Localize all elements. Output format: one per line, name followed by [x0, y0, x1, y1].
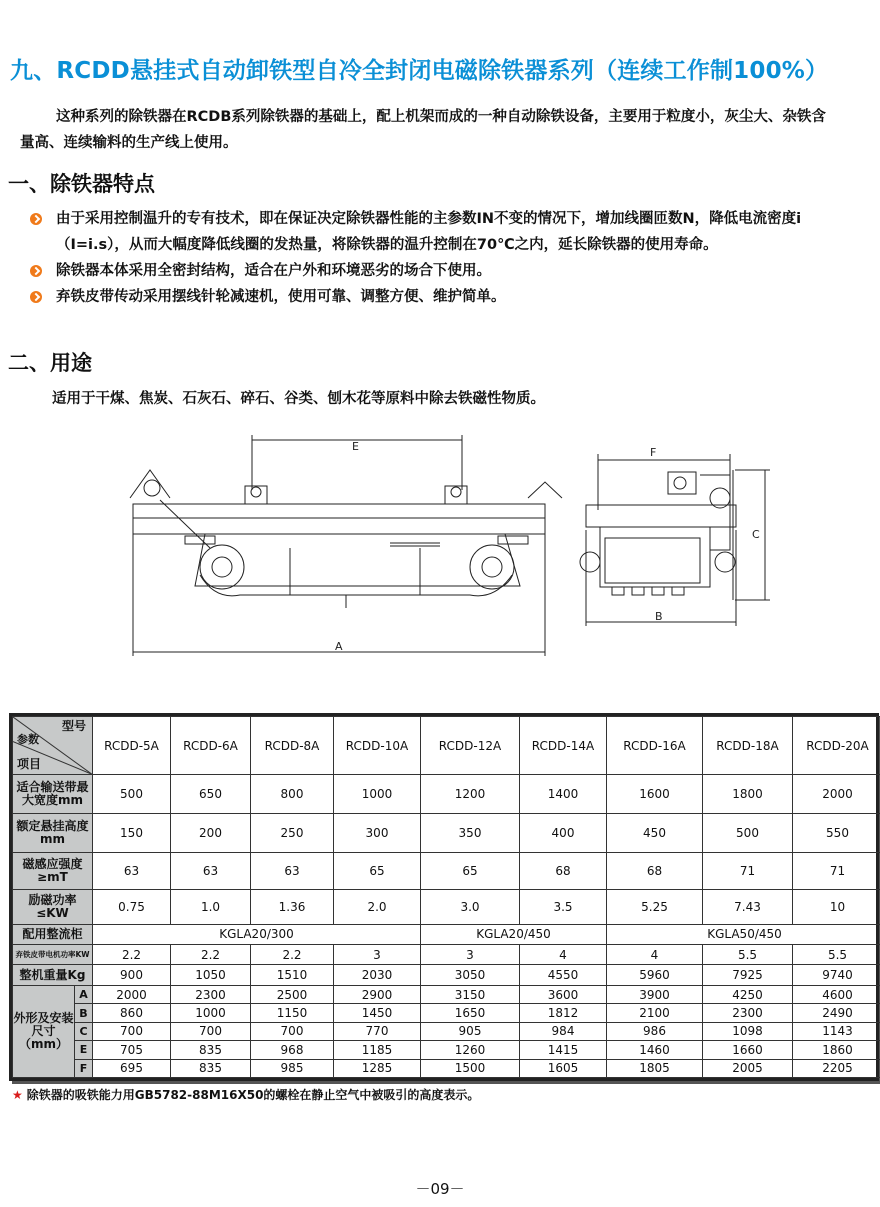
feature-list — [30, 206, 850, 310]
label-c: C — [752, 528, 760, 541]
bullet-arrow-icon — [30, 213, 42, 225]
table-row: 弃铁皮带电机功率KW 2.2 2.2 2.2 3 3 4 4 5.5 5.5 — [13, 945, 880, 965]
table-row-rectifier: 配用整流柜 KGLA20/300 KGLA20/450 KGLA50/450 — [13, 924, 880, 944]
feature-item: 弃铁皮带传动采用摆线针轮减速机，使用可靠、调整方便、维护简单。 — [30, 284, 850, 310]
table-row: 整机重量Kg 900 1050 1510 2030 3050 4550 5960 7925 9740 — [13, 965, 880, 985]
table-row: 磁感应强度≥mT 63 63 63 65 65 68 68 71 71 — [13, 853, 880, 890]
model-header: RCDD-14A — [520, 717, 607, 775]
technical-drawing — [0, 430, 880, 700]
model-header: RCDD-10A — [334, 717, 421, 775]
front-view — [130, 435, 562, 656]
side-view — [580, 446, 770, 626]
label-a: A — [335, 640, 343, 653]
label-b: B — [655, 610, 663, 623]
star-icon: ★ — [12, 1088, 23, 1102]
section-heading-usage: 二、用途 — [8, 351, 92, 375]
model-header: RCDD-8A — [251, 717, 334, 775]
table-row: F 695 835 985 1285 1500 1605 1805 2005 2205 — [13, 1059, 880, 1077]
corner-cell: 型号 参数 项目 — [13, 717, 93, 775]
model-header: RCDD-12A — [421, 717, 520, 775]
table-row: 额定悬挂高度mm 150 200 250 300 350 400 450 500 550 — [13, 814, 880, 853]
table-header-row — [13, 717, 880, 775]
model-header: RCDD-20A — [793, 717, 880, 775]
feature-item: 除铁器本体采用全密封结构，适合在户外和环境恶劣的场合下使用。 — [30, 258, 850, 284]
feature-item: 由于采用控制温升的专有技术，即在保证决定除铁器性能的主参数IN不变的情况下，增加线圈匝数N，降低电流密度i（I=i.s），从而大幅度降低线圈的发热量，将除铁器的温升控制在70℃之内，延长除铁器的使用寿命。 — [30, 206, 850, 258]
intro-paragraph: 这种系列的除铁器在RCDB系列除铁器的基础上，配上机架而成的一种自动除铁设备，主要用于粒度小，灰尘大、杂铁含量高、连续输料的生产线上使用。 — [20, 109, 826, 151]
page-number: －09－ — [415, 1180, 465, 1198]
page-title: 九、RCDD悬挂式自动卸铁型自冷全封闭电磁除铁器系列（连续工作制100%） — [10, 58, 829, 84]
table-row: C 700 700 700 770 905 984 986 1098 1143 — [13, 1022, 880, 1040]
label-f: F — [650, 446, 657, 459]
table-row: 适合输送带最大宽度mm 500 650 800 1000 1200 1400 1600 1800 2000 — [13, 775, 880, 814]
footnote: ★ 除铁器的吸铁能力用GB5782-88M16X50的螺栓在静止空气中被吸引的高度表示。 — [12, 1088, 480, 1102]
model-header: RCDD-18A — [703, 717, 793, 775]
model-header: RCDD-5A — [93, 717, 171, 775]
section-heading-features: 一、除铁器特点 — [8, 172, 155, 196]
table-row: 外形及安装尺寸（mm） A 2000 2300 2500 2900 3150 3600 3900 4250 4600 — [13, 985, 880, 1003]
model-header: RCDD-16A — [607, 717, 703, 775]
table-row: 励磁功率≤KW 0.75 1.0 1.36 2.0 3.0 3.5 5.25 7.43 10 — [13, 889, 880, 924]
table-row: E 705 835 968 1185 1260 1415 1460 1660 1860 — [13, 1041, 880, 1059]
bullet-arrow-icon — [30, 265, 42, 277]
bullet-arrow-icon — [30, 291, 42, 303]
usage-text: 适用于干煤、焦炭、石灰石、碎石、谷类、刨木花等原料中除去铁磁性物质。 — [52, 391, 545, 407]
label-e: E — [352, 440, 359, 453]
model-header: RCDD-6A — [171, 717, 251, 775]
table-row: B 860 1000 1150 1450 1650 1812 2100 2300 2490 — [13, 1004, 880, 1022]
spec-table — [9, 713, 879, 1081]
